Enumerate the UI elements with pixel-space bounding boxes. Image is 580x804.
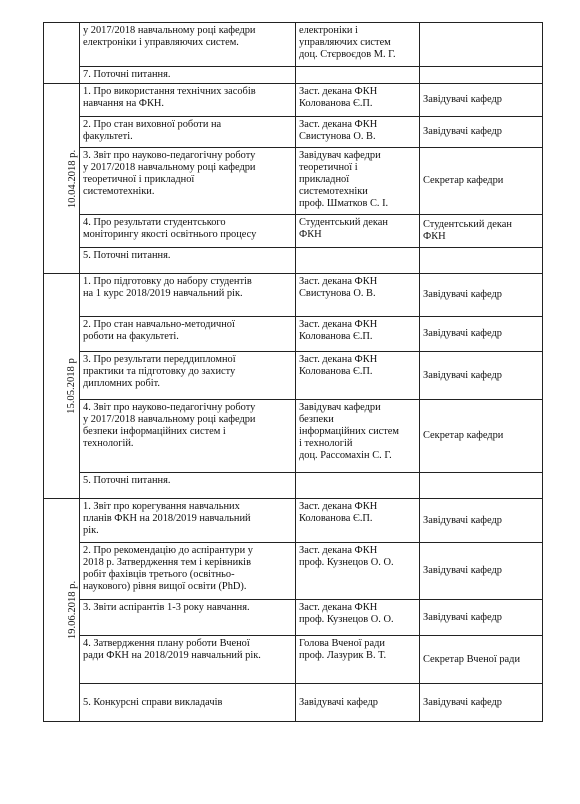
table-row (44, 600, 543, 636)
responsible-cell (296, 473, 420, 499)
meeting-date-cell (44, 499, 80, 722)
table-row (44, 499, 543, 543)
responsible-cell (296, 67, 420, 84)
meeting-date: 19.06.2018 р. (67, 580, 79, 640)
topic-cell: 5. Поточні питання. (80, 248, 296, 274)
table-row (44, 23, 543, 67)
topic-cell: 4. Звіт про науково-педагогічну роботу у 2017/2018 навчальному році кафедри безпеки інформаційних систем і технологій. (80, 400, 296, 473)
meeting-date: 10.04.2018 р. (67, 149, 79, 208)
executor-cell: Завідувачі кафедр (420, 684, 543, 722)
table-row (44, 352, 543, 400)
executor-cell: Студентський декан ФКН (420, 215, 543, 248)
responsible-cell: Завідувач кафедри теоретичної і прикладної системотехніки проф. Шматков С. І. (296, 148, 420, 215)
executor-cell: Завідувачі кафедр (420, 117, 543, 148)
topic-cell: 7. Поточні питання. (80, 67, 296, 84)
topic-cell: 2. Про рекомендацію до аспірантури у 2018 р. Затвердження тем і керівників робіт фахівців третього (освітньо- наукового) рівня вищої освіти (PhD). (80, 543, 296, 600)
executor-cell: Завідувачі кафедр (420, 499, 543, 543)
date-cell-empty (44, 23, 80, 84)
topic-cell: 1. Про використання технічних засобів навчання на ФКН. (80, 84, 296, 117)
responsible-cell: Заст. декана ФКН Колованова Є.П. (296, 352, 420, 400)
responsible-cell: Студентський декан ФКН (296, 215, 420, 248)
responsible-cell: електроніки і управляючих систем доц. Стєрвоєдов М. Г. (296, 23, 420, 67)
topic-cell: у 2017/2018 навчальному році кафедри електроніки і управляючих систем. (80, 23, 296, 67)
responsible-cell: Заст. декана ФКН Колованова Є.П. (296, 499, 420, 543)
executor-cell (420, 248, 543, 274)
table-row (44, 117, 543, 148)
meeting-date-cell (44, 274, 80, 499)
responsible-cell: Завідувач кафедри безпеки інформаційних систем і технологій доц. Рассомахін С. Г. (296, 400, 420, 473)
table-row (44, 400, 543, 473)
executor-cell: Завідувачі кафедр (420, 84, 543, 117)
table-row (44, 84, 543, 117)
responsible-cell: Заст. декана ФКН Колованова Є.П. (296, 84, 420, 117)
executor-cell (420, 473, 543, 499)
executor-cell: Секретар кафедри (420, 400, 543, 473)
topic-cell: 1. Звіт про корегування навчальних планів ФКН на 2018/2019 навчальний рік. (80, 499, 296, 543)
topic-cell: 1. Про підготовку до набору студентів на 1 курс 2018/2019 навчальний рік. (80, 274, 296, 317)
topic-cell: 3. Звіт про науково-педагогічну роботу у 2017/2018 навчальному році кафедри теоретичної і прикладної системотехніки. (80, 148, 296, 215)
meeting-plan-table (43, 22, 543, 722)
executor-cell: Секретар кафедри (420, 148, 543, 215)
topic-cell: 3. Звіти аспірантів 1-3 року навчання. (80, 600, 296, 636)
responsible-cell: Заст. декана ФКН Свистунова О. В. (296, 274, 420, 317)
responsible-cell: Голова Вченої ради проф. Лазурик В. Т. (296, 636, 420, 684)
executor-cell: Завідувачі кафедр (420, 274, 543, 317)
table-row (44, 636, 543, 684)
table-row (44, 215, 543, 248)
topic-cell: 4. Про результати студентського моніторингу якості освітнього процесу (80, 215, 296, 248)
topic-cell: 5. Поточні питання. (80, 473, 296, 499)
executor-cell (420, 67, 543, 84)
meeting-date: 15.05.2018 р (65, 358, 77, 414)
meeting-date-cell (44, 84, 80, 274)
responsible-cell: Заст. декана ФКН проф. Кузнецов О. О. (296, 600, 420, 636)
table-row (44, 274, 543, 317)
table-row (44, 248, 543, 274)
responsible-cell (296, 248, 420, 274)
topic-cell: 2. Про стан виховної роботи на факультеті. (80, 117, 296, 148)
responsible-cell: Завідувачі кафедр (296, 684, 420, 722)
table-row (44, 317, 543, 352)
executor-cell: Завідувачі кафедр (420, 543, 543, 600)
table-row (44, 684, 543, 722)
table-row (44, 67, 543, 84)
table-row (44, 543, 543, 600)
responsible-cell: Заст. декана ФКН Колованова Є.П. (296, 317, 420, 352)
table-row (44, 473, 543, 499)
executor-cell: Завідувачі кафедр (420, 352, 543, 400)
topic-cell: 3. Про результати переддипломної практики та підготовку до захисту дипломних робіт. (80, 352, 296, 400)
responsible-cell: Заст. декана ФКН Свистунова О. В. (296, 117, 420, 148)
responsible-cell: Заст. декана ФКН проф. Кузнецов О. О. (296, 543, 420, 600)
topic-cell: 2. Про стан навчально-методичної роботи на факультеті. (80, 317, 296, 352)
table-row (44, 148, 543, 215)
executor-cell (420, 23, 543, 67)
topic-cell: 5. Конкурсні справи викладачів (80, 684, 296, 722)
executor-cell: Секретар Вченої ради (420, 636, 543, 684)
executor-cell: Завідувачі кафедр (420, 317, 543, 352)
executor-cell: Завідувачі кафедр (420, 600, 543, 636)
topic-cell: 4. Затвердження плану роботи Вченої ради ФКН на 2018/2019 навчальний рік. (80, 636, 296, 684)
